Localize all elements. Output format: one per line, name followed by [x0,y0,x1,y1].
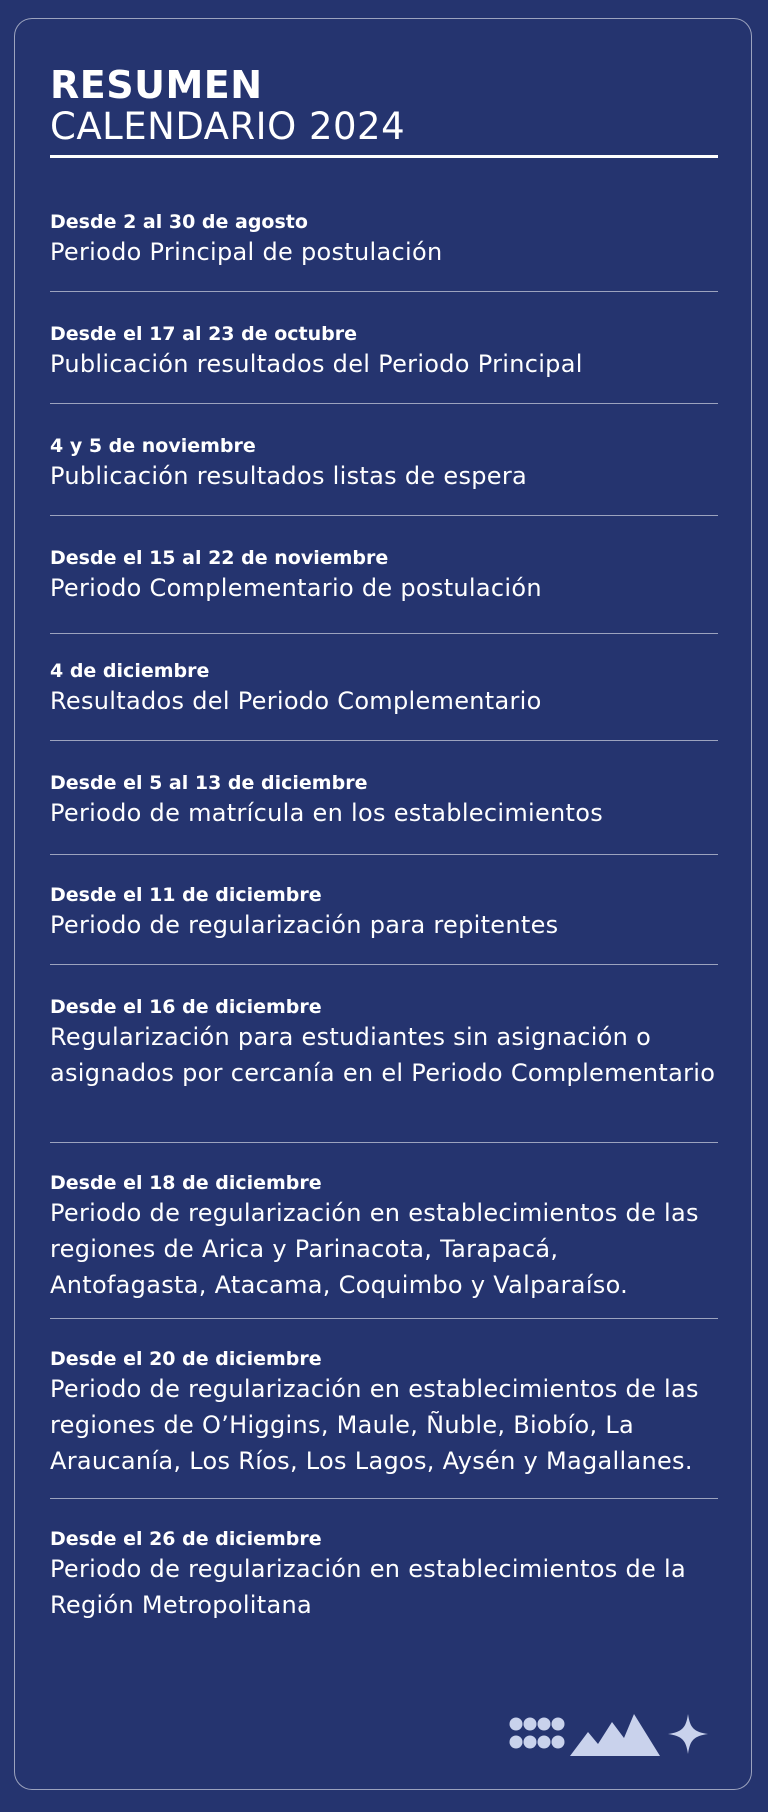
item-description: Periodo de regularización para repitentes [50,911,559,939]
item-date: Desde el 5 al 13 de diciembre [50,772,368,794]
list-item [50,1319,718,1499]
page-title: RESUMEN [50,63,263,107]
item-date: Desde 2 al 30 de agosto [50,211,308,233]
list-item [50,634,718,741]
header [50,64,718,148]
list-item [50,158,718,292]
item-description: Periodo de regularización en establecimientos de la Región Metropolitana [50,1555,687,1619]
item-date: Desde el 18 de diciembre [50,1172,322,1194]
item-date: 4 y 5 de noviembre [50,435,256,457]
sparkle-icon [668,1714,708,1754]
item-date: Desde el 20 de diciembre [50,1348,322,1370]
brand-logo [508,1710,714,1758]
list-item [50,1143,718,1319]
item-date: 4 de diciembre [50,660,210,682]
item-description: Periodo Principal de postulación [50,238,443,266]
item-date: Desde el 15 al 22 de noviembre [50,547,389,569]
list-item [50,516,718,634]
mountains-icon [570,1714,660,1756]
item-date: Desde el 16 de diciembre [50,996,322,1018]
list-item [50,965,718,1143]
list-item [50,292,718,404]
item-description: Periodo de matrícula en los establecimientos [50,799,604,827]
list-item [50,855,718,965]
dots-grid-icon [510,1718,565,1749]
list-item [50,404,718,516]
list-item [50,1499,718,1639]
item-description: Periodo de regularización en establecimientos de las regiones de O’Higgins, Maule, Ñuble, Biobío, La Araucanía, Los Ríos, Los Lagos, Aysén y Magallanes. [50,1375,699,1475]
item-description: Periodo de regularización en establecimientos de las regiones de Arica y Parinacota, Tarapacá, Antofagasta, Atacama, Coquimbo y Valparaíso. [50,1199,699,1299]
item-date: Desde el 17 al 23 de octubre [50,323,358,345]
item-description: Publicación resultados listas de espera [50,462,528,490]
item-description: Periodo Complementario de postulación [50,574,542,602]
page-subtitle: CALENDARIO 2024 [50,105,406,148]
item-description: Resultados del Periodo Complementario [50,687,542,715]
item-description: Publicación resultados del Periodo Principal [50,350,583,378]
item-date: Desde el 26 de diciembre [50,1528,322,1550]
calendar-list [50,158,718,1639]
item-date: Desde el 11 de diciembre [50,884,322,906]
list-item [50,741,718,855]
item-description: Regularización para estudiantes sin asignación o asignados por cercanía en el Periodo Complementario [50,1023,716,1087]
